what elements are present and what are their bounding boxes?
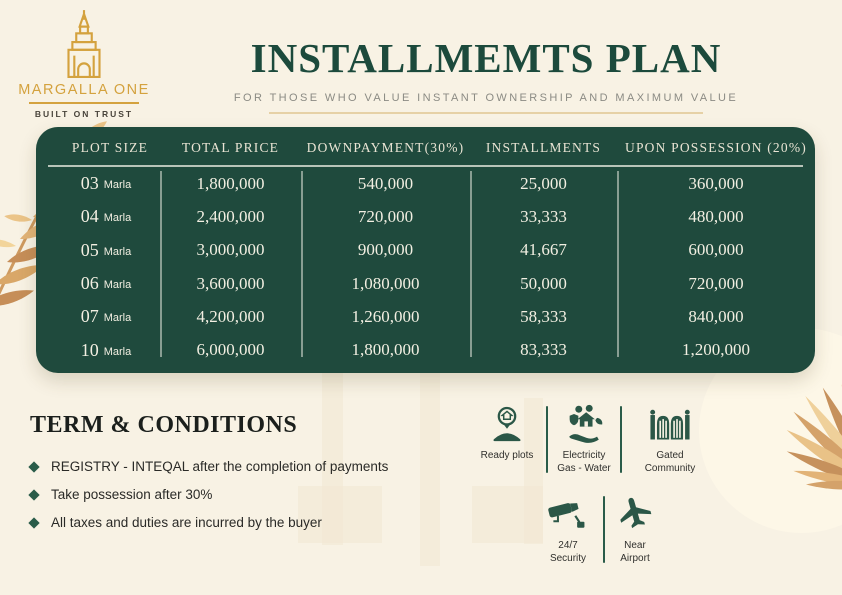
installments-table xyxy=(36,127,815,373)
cell-possession: 840,000 xyxy=(688,306,744,326)
terms-item xyxy=(30,487,388,502)
subtitle-underline xyxy=(269,112,703,114)
electricity-gas-water-icon xyxy=(564,404,604,444)
terms-section xyxy=(30,412,388,543)
amenities-row-1 xyxy=(468,404,718,475)
table-row xyxy=(36,200,815,233)
amenity-label xyxy=(645,449,696,475)
table-body xyxy=(36,167,815,373)
col-header-downpayment: DOWNPAYMENT(30%) xyxy=(306,139,465,155)
amenity-label-line: Electricity xyxy=(562,450,606,461)
cell-installments: 25,000 xyxy=(520,173,567,193)
amenity-security xyxy=(533,494,603,565)
cell-total-price: 1,800,000 xyxy=(196,173,265,193)
cell-total-price: 3,600,000 xyxy=(196,273,265,293)
cell-possession: 720,000 xyxy=(688,273,744,293)
ready-plots-icon xyxy=(488,404,526,444)
cell-installments: 83,333 xyxy=(520,340,567,360)
amenity-near-airport xyxy=(605,494,665,565)
col-header-plot-size: PLOT SIZE xyxy=(71,139,149,155)
cell-possession: 1,200,000 xyxy=(682,340,750,360)
cell-plot-size xyxy=(44,240,168,261)
cell-total-price: 6,000,000 xyxy=(196,340,265,360)
table-row xyxy=(36,167,815,200)
terms-item xyxy=(30,515,388,530)
cell-downpayment: 1,080,000 xyxy=(351,273,420,293)
amenity-label xyxy=(620,539,649,565)
col-header-total-price: TOTAL PRICE xyxy=(181,139,280,155)
plot-size-unit: Marla xyxy=(103,245,132,258)
building-logo-icon xyxy=(53,8,115,80)
amenity-label xyxy=(550,539,586,565)
cell-downpayment: 1,260,000 xyxy=(351,306,420,326)
cell-total-price: 3,000,000 xyxy=(196,240,265,260)
cell-downpayment: 540,000 xyxy=(357,173,414,193)
plot-size-unit: Marla xyxy=(103,179,132,192)
cell-installments: 50,000 xyxy=(520,273,567,293)
cell-plot-size xyxy=(44,306,168,327)
cell-plot-size xyxy=(44,273,168,294)
brand-name: MARGALLA ONE xyxy=(18,82,150,98)
terms-item-text: REGISTRY - INTEQAL after the completion of payments xyxy=(51,459,389,474)
amenity-label-line: Community xyxy=(644,463,696,474)
table-row xyxy=(36,234,815,267)
cell-total-price: 4,200,000 xyxy=(196,306,265,326)
col-header-installments: INSTALLMENTS xyxy=(485,139,602,155)
table-header-row xyxy=(36,127,815,165)
terms-item-text: All taxes and duties are incurred by the buyer xyxy=(51,515,322,530)
cell-installments: 58,333 xyxy=(520,306,567,326)
plot-size-unit: Marla xyxy=(103,345,132,358)
amenity-label xyxy=(557,449,611,475)
page-title: INSTALLMEMTS PLAN xyxy=(250,35,722,81)
amenity-label-line: Near xyxy=(624,540,646,551)
terms-item-text: Take possession after 30% xyxy=(51,487,213,502)
cell-installments: 41,667 xyxy=(520,240,567,260)
cell-possession: 480,000 xyxy=(688,206,744,226)
amenities-row-2 xyxy=(533,494,665,565)
brand-tagline: BUILT ON TRUST xyxy=(34,108,134,119)
column-divider xyxy=(301,171,303,357)
col-header-possession: UPON POSSESSION (20%) xyxy=(625,139,807,155)
column-divider xyxy=(617,171,619,357)
cell-downpayment: 900,000 xyxy=(357,240,414,260)
cell-plot-size xyxy=(44,340,168,361)
amenity-label-line: 24/7 xyxy=(558,540,578,551)
cell-possession: 360,000 xyxy=(688,173,744,193)
plot-size-number: 05 xyxy=(80,239,99,260)
plot-size-number: 10 xyxy=(80,339,99,360)
amenity-label-line: Gas - Water xyxy=(557,463,611,474)
amenity-label-line: Gated xyxy=(656,450,684,461)
gated-community-icon xyxy=(648,404,692,444)
plot-size-number: 07 xyxy=(80,306,99,327)
amenity-label xyxy=(481,449,534,462)
column-divider xyxy=(470,171,472,357)
cell-total-price: 2,400,000 xyxy=(196,206,265,226)
cell-downpayment: 720,000 xyxy=(357,206,414,226)
page-subtitle: FOR THOSE WHO VALUE INSTANT OWNERSHIP AND MAXIMUM VALUE xyxy=(233,92,739,104)
amenity-ready-plots xyxy=(468,404,546,475)
amenity-label-line: Airport xyxy=(620,553,650,564)
cell-plot-size xyxy=(44,206,168,227)
amenity-electricity-gas-water xyxy=(548,404,620,475)
plot-size-unit: Marla xyxy=(103,279,132,292)
amenity-label-line: Security xyxy=(549,553,587,564)
table-row xyxy=(36,267,815,300)
header xyxy=(130,34,842,114)
plot-size-number: 06 xyxy=(80,273,99,294)
table-row xyxy=(36,334,815,367)
plot-size-unit: Marla xyxy=(103,212,132,225)
plot-size-number: 03 xyxy=(80,173,99,194)
brand-rule xyxy=(29,102,139,104)
amenity-label-line: Ready plots xyxy=(480,450,534,461)
terms-heading: TERM & CONDITIONS xyxy=(30,412,298,438)
airplane-icon xyxy=(616,494,654,534)
plot-size-number: 04 xyxy=(80,206,99,227)
amenity-gated-community xyxy=(622,404,718,475)
diamond-bullet-icon xyxy=(28,489,39,500)
diamond-bullet-icon xyxy=(28,517,39,528)
column-divider xyxy=(160,171,162,357)
cell-plot-size xyxy=(44,173,168,194)
plot-size-unit: Marla xyxy=(103,312,132,325)
cell-possession: 600,000 xyxy=(688,240,744,260)
table-row xyxy=(36,300,815,333)
cell-downpayment: 1,800,000 xyxy=(351,340,420,360)
cell-installments: 33,333 xyxy=(520,206,567,226)
cctv-camera-icon xyxy=(547,494,589,534)
diamond-bullet-icon xyxy=(28,461,39,472)
terms-item xyxy=(30,459,388,474)
